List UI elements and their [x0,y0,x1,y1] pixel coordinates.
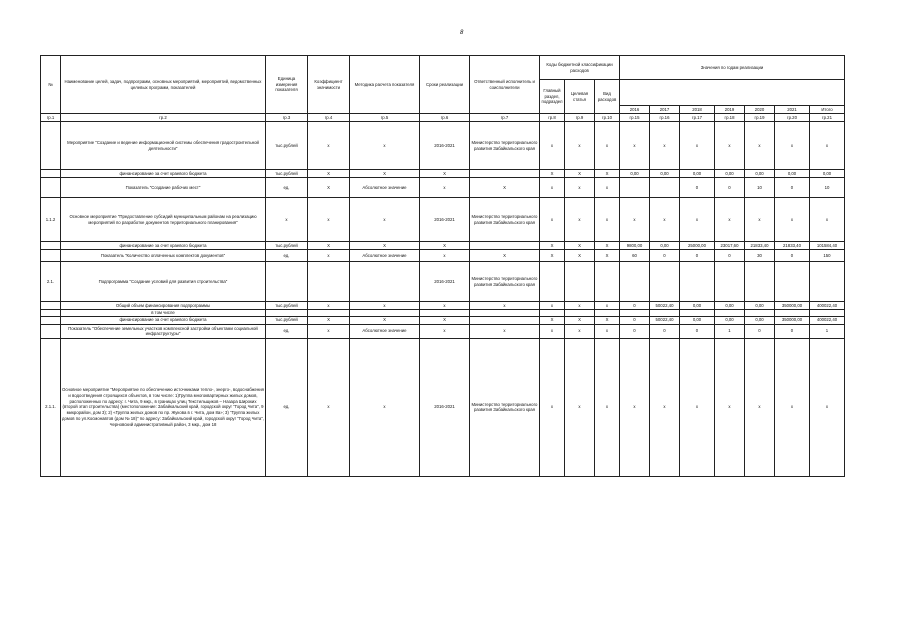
row-budget-type: х [595,324,620,338]
row-number [41,122,61,170]
row-budget-section [540,262,565,302]
row-value: 0 [775,324,810,338]
row-method: Х [350,170,420,178]
row-value: 50022,40 [650,316,680,324]
row-value: 0,00 [745,316,775,324]
row-value: 0 [775,178,810,198]
row-name: Показатель "Количество оплаченных комплектов документов" [61,250,266,262]
row-value [620,310,650,317]
row-number [41,316,61,324]
col-label: гр.16 [650,114,680,122]
table-row [41,302,845,310]
row-number [41,324,61,338]
header-executor: Ответственный исполнитель и соисполнители [470,56,540,114]
row-value [715,262,745,302]
table-row [41,178,845,198]
row-executor: Х [470,178,540,198]
row-executor: х [470,302,540,310]
row-value [650,262,680,302]
table-row [41,198,845,242]
row-unit: тыс.рублей [266,242,308,250]
row-name: Общий объем финансирования подпрограммы [61,302,266,310]
program-table [40,55,845,477]
header-name: Наименование целей, задач, подпрограмм, основных мероприятий, мероприятий, ведомственных целевых программ, показателей [61,56,266,114]
row-value: х [620,338,650,476]
row-value: х [620,198,650,242]
table-row [41,242,845,250]
year-2021: 2021 [775,106,810,114]
row-value [745,310,775,317]
row-period: х [420,324,470,338]
row-value: 350000,00 [775,316,810,324]
row-method: Абсолютное значение [350,324,420,338]
row-value: 0,00 [715,316,745,324]
row-budget-type: х [595,338,620,476]
row-value: 25000,00 [680,242,715,250]
row-budget-article: х [565,324,595,338]
row-number [41,178,61,198]
header-method: Методика расчета показателя [350,56,420,114]
row-budget-section: Х [540,316,565,324]
row-executor: Министерство территориального развития Забайкальского края [470,122,540,170]
row-coef: Х [308,170,350,178]
row-executor: Х [470,250,540,262]
row-budget-type: Х [595,250,620,262]
col-label: гр.10 [595,114,620,122]
table-row [41,262,845,302]
row-value [715,310,745,317]
table-row [41,324,845,338]
col-label: гр.7 [470,114,540,122]
row-value: 0 [620,324,650,338]
row-value: 21833,40 [745,242,775,250]
row-period: Х [420,242,470,250]
row-value: 0,00 [680,316,715,324]
row-period: 2016-2021 [420,262,470,302]
col-label: гр.4 [308,114,350,122]
row-executor: х [470,324,540,338]
header-budget-type: Вид расходов [595,80,620,114]
header-num: № [41,56,61,114]
row-value [775,310,810,317]
row-coef: Х [308,178,350,198]
row-period: Х [420,170,470,178]
row-value: 1 [715,324,745,338]
row-coef: Х [308,242,350,250]
row-budget-article: Х [565,242,595,250]
row-value: х [680,338,715,476]
row-number [41,250,61,262]
row-value: 0 [680,178,715,198]
row-budget-article: Х [565,250,595,262]
row-method: х [350,122,420,170]
row-value: х [715,198,745,242]
row-method: х [350,338,420,476]
row-value [650,178,680,198]
row-unit: тыс.рублей [266,316,308,324]
row-number: 2.1.1. [41,338,61,476]
row-value: 400022,40 [810,302,845,310]
row-unit: ед. [266,250,308,262]
year-2018: 2018 [680,106,715,114]
row-number [41,310,61,317]
row-value: 0 [715,250,745,262]
col-label: гр.19 [745,114,775,122]
col-label: гр.20 [775,114,810,122]
header-years-spacer [620,80,845,106]
col-label: гр.9 [565,114,595,122]
row-period: х [420,250,470,262]
row-executor: Министерство территориального развития Забайкальского края [470,262,540,302]
row-value: 400022,40 [810,316,845,324]
year-total: Итого [810,106,845,114]
row-value: х [775,198,810,242]
row-unit: тыс.рублей [266,122,308,170]
row-unit: тыс.рублей [266,302,308,310]
row-coef: х [308,324,350,338]
row-value: 50022,40 [650,302,680,310]
row-value: 101584,40 [810,242,845,250]
row-coef: х [308,338,350,476]
row-coef [308,262,350,302]
row-budget-article: х [565,178,595,198]
row-value: 21833,40 [775,242,810,250]
row-method: Х [350,316,420,324]
row-budget-article: Х [565,170,595,178]
row-method [350,262,420,302]
row-value: 60 [620,250,650,262]
row-value [650,310,680,317]
row-name: финансирование за счет краевого бюджета [61,242,266,250]
row-name: финансирование за счет краевого бюджета [61,170,266,178]
header-budget-codes: Коды бюджетной классификации расходов [540,56,620,80]
row-value: 0,00 [810,170,845,178]
row-method: х [350,198,420,242]
row-budget-article: х [565,122,595,170]
header-unit: Единица измерения показателя [266,56,308,114]
header-budget-article: Целевая статья [565,80,595,114]
row-budget-type: х [595,122,620,170]
row-budget-section: х [540,178,565,198]
row-executor: Министерство территориального развития Забайкальского края [470,198,540,242]
row-budget-type: х [595,198,620,242]
row-value: 0,00 [650,242,680,250]
row-value: 0,00 [745,170,775,178]
row-name: Показатель "Создание рабочих мест" [61,178,266,198]
row-executor: Министерство территориального развития Забайкальского края [470,338,540,476]
row-value: 10 [745,178,775,198]
row-value: 1 [810,324,845,338]
col-label: гр.1 [41,114,61,122]
row-value: 0,00 [680,302,715,310]
row-period: 2016-2021 [420,338,470,476]
row-value: 0 [650,324,680,338]
row-value [775,262,810,302]
header-values-by-year: Значения по годам реализации [620,56,845,80]
row-period: х [420,178,470,198]
col-label: гр.3 [266,114,308,122]
row-unit: ед. [266,178,308,198]
table-row [41,316,845,324]
row-value: 350000,00 [775,302,810,310]
col-label: гр.17 [680,114,715,122]
table-row [41,122,845,170]
row-value: 0,00 [715,170,745,178]
row-method: Абсолютное значение [350,250,420,262]
row-value: х [775,122,810,170]
row-value: 0,00 [715,302,745,310]
row-budget-section: х [540,302,565,310]
row-name: финансирование за счет краевого бюджета [61,316,266,324]
page-number: 8 [460,30,464,36]
row-value: х [650,198,680,242]
row-budget-section: Х [540,250,565,262]
row-number [41,242,61,250]
row-coef: Х [308,316,350,324]
year-2017: 2017 [650,106,680,114]
row-budget-article [565,262,595,302]
row-budget-article: х [565,302,595,310]
row-budget-type [595,262,620,302]
header-period: Сроки реализации [420,56,470,114]
row-budget-article: х [565,198,595,242]
row-budget-type [595,310,620,317]
row-name: Основное мероприятие "Предоставление субсидий муниципальным районам на реализацию мероприятий по разработке документов территориального планирования" [61,198,266,242]
row-value: х [810,198,845,242]
row-executor [470,310,540,317]
row-period: х [420,302,470,310]
row-value [680,262,715,302]
row-value: х [775,338,810,476]
row-value: х [680,122,715,170]
row-value [680,310,715,317]
row-name: Мероприятие "Создание и ведение информационной системы обеспечения градостроительной деятельности" [61,122,266,170]
row-value: 0 [650,250,680,262]
row-unit: х [266,198,308,242]
row-value: 0 [775,250,810,262]
row-executor [470,170,540,178]
row-value: 0 [620,302,650,310]
row-value [620,262,650,302]
table-row [41,338,845,476]
row-value: 0,00 [620,170,650,178]
table-row [41,170,845,178]
row-value: 0,00 [775,170,810,178]
row-value: х [745,198,775,242]
row-budget-type: х [595,178,620,198]
row-name: Основное мероприятие "Мероприятие по обеспечению источниками тепло-, энерго-, водоснабжения и водоотведения строящихся объектов, в том числе: 1)Группа многоквартирных жилых домов, расположенных по адресу: г. Чита, 9 мкр., в границах улиц Текстильщиков – Назара Широких (второй этап строительства) (местоположение: Забайкальский край, городской округ "Город Чита", 9 микрорайон, дом 3); 2) «Группа жилых домов по пр. Жукова в г. Чита, дом 8а»; 3) "Группа жилых домов по ул.Космонавтов (дом № 18)" по адресу: Забайкальский край, городской округ "Город Чита", Черновский административный район, 3 мкр., дом 18 [61,338,266,476]
row-value: 23017,60 [715,242,745,250]
row-unit [266,310,308,317]
row-value: 30 [745,250,775,262]
row-value: х [650,122,680,170]
year-2019: 2019 [715,106,745,114]
row-number: 1.1.2 [41,198,61,242]
row-value: х [810,122,845,170]
col-label: гр.8 [540,114,565,122]
row-method: Абсолютное значение [350,178,420,198]
row-coef: х [308,250,350,262]
row-budget-section: х [540,122,565,170]
row-value: х [650,338,680,476]
row-value: х [680,198,715,242]
row-unit: ед. [266,324,308,338]
row-value: х [810,338,845,476]
row-number [41,302,61,310]
row-value: 0 [680,250,715,262]
row-value: х [745,122,775,170]
row-coef: х [308,122,350,170]
row-budget-type: х [595,302,620,310]
row-value [810,262,845,302]
row-value: 10 [810,178,845,198]
row-coef: х [308,302,350,310]
row-budget-type: Х [595,170,620,178]
row-unit [266,262,308,302]
row-value: х [715,338,745,476]
row-name: в том числе [61,310,266,317]
row-budget-article: Х [565,316,595,324]
row-value: 0 [745,324,775,338]
row-value [810,310,845,317]
row-value: 0 [680,324,715,338]
row-budget-section [540,310,565,317]
col-label: гр.5 [350,114,420,122]
row-number: 2.1. [41,262,61,302]
row-period [420,310,470,317]
row-period: Х [420,316,470,324]
row-value: 0 [620,316,650,324]
col-label: гр.2 [61,114,266,122]
row-name: Показатель "Обеспечение земельных участков комплексной застройки объектами социальной инфраструктуры" [61,324,266,338]
col-label: гр.21 [810,114,845,122]
row-value: х [620,122,650,170]
row-unit: тыс.рублей [266,170,308,178]
row-value: 0 [715,178,745,198]
row-value: 0,00 [680,170,715,178]
year-2020: 2020 [745,106,775,114]
table-row [41,310,845,317]
row-method: Х [350,242,420,250]
column-number-row [41,114,845,122]
row-value: 0,00 [650,170,680,178]
row-budget-article [565,310,595,317]
row-budget-type: Х [595,242,620,250]
row-value: х [745,338,775,476]
row-budget-section: х [540,198,565,242]
header-coef: Коэффициент значимости [308,56,350,114]
row-coef [308,310,350,317]
col-label: гр.18 [715,114,745,122]
row-number [41,170,61,178]
row-period: 2016-2021 [420,122,470,170]
table-row [41,250,845,262]
col-label: гр.6 [420,114,470,122]
row-method: х [350,302,420,310]
row-value: 0,00 [745,302,775,310]
col-label: гр.15 [620,114,650,122]
row-budget-section: Х [540,242,565,250]
row-budget-type: Х [595,316,620,324]
row-coef: х [308,198,350,242]
row-value [620,178,650,198]
year-2016: 2016 [620,106,650,114]
row-unit: ед. [266,338,308,476]
row-value [745,262,775,302]
row-value: 9800,00 [620,242,650,250]
row-budget-section: Х [540,170,565,178]
row-name: Подпрограмма "Создание условий для развития строительства" [61,262,266,302]
row-budget-article: х [565,338,595,476]
row-period: 2016-2021 [420,198,470,242]
row-method [350,310,420,317]
row-executor [470,242,540,250]
row-value: х [715,122,745,170]
header-budget-section: Главный раздел, подраздел [540,80,565,114]
row-executor [470,316,540,324]
row-value: 150 [810,250,845,262]
row-budget-section: х [540,324,565,338]
row-budget-section: х [540,338,565,476]
